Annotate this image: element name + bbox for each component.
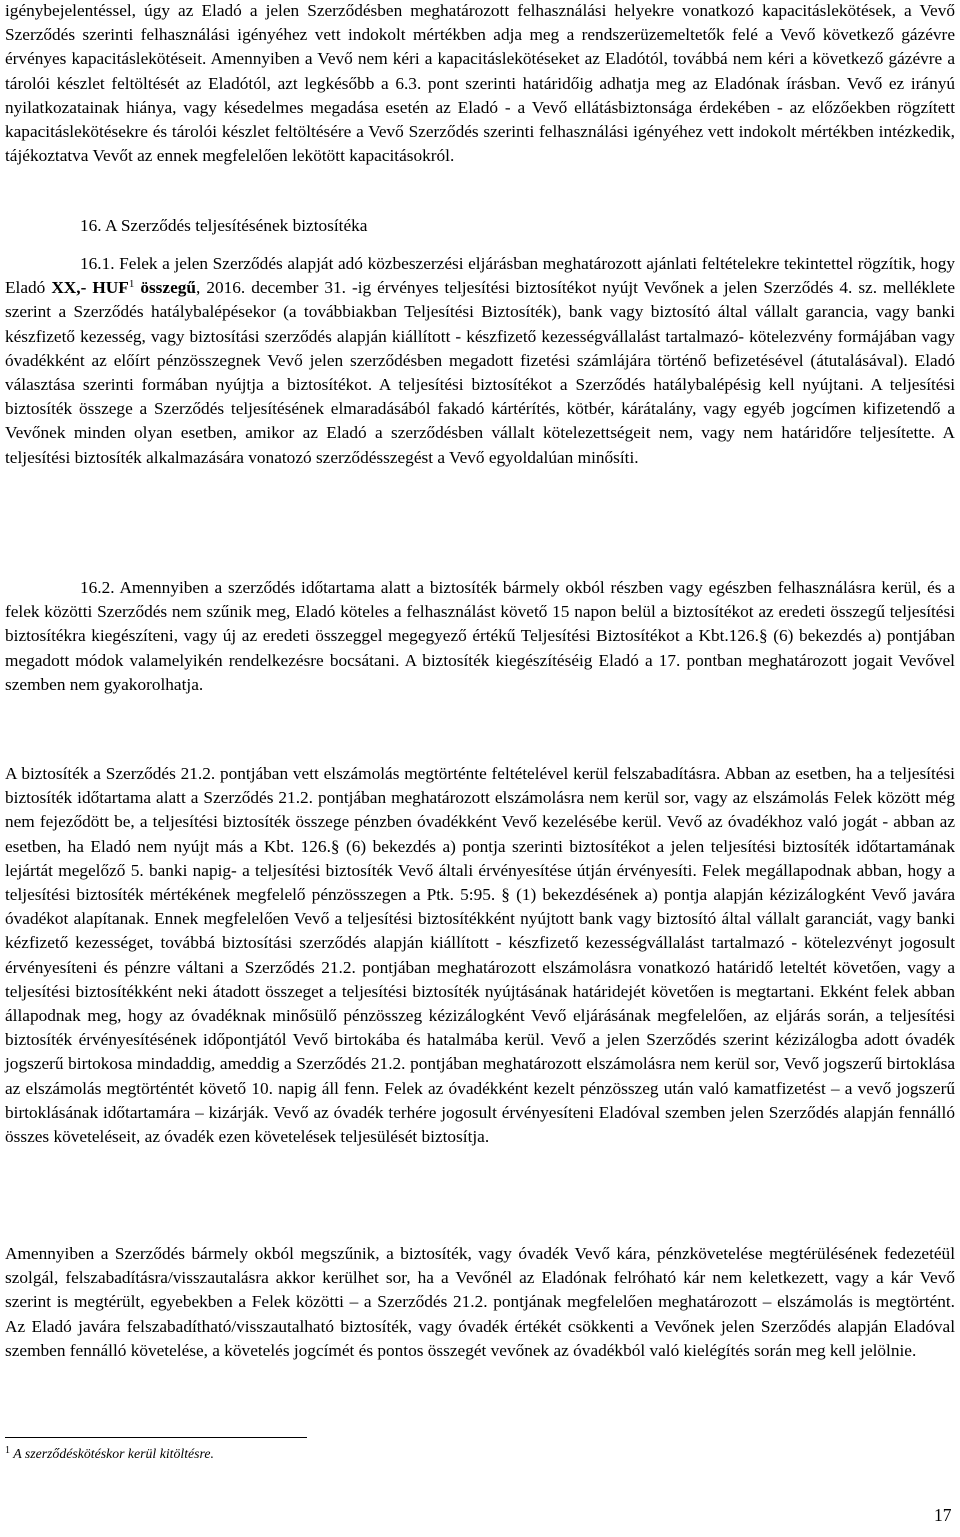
paragraph-capacity-booking: [5, 0, 955, 168]
guarantee-amount-suffix: összegű: [134, 278, 197, 298]
paragraph-termination: Amennyiben a Szerződés bármely okból megszűnik, a biztosíték, vagy óvadék Vevő kára, pénzkövetelése megtérülésének fedezetéül szolgál, felszabadításra/visszautalásra akkor kerülhet sor, ha a Vevőnél az Eladónak felróható kár nem keletkezett, vagy a kár Vevő szerint is megtérült, egyebekben a Felek közötti – a Szerződés 21.2. pontjának megfelelően meghatározott – elszámolás is megtörtént. Az Eladó javára felszabadítható/visszautalható biztosíték, vagy óvadék értékét csökkenti a Vevőnek jelen Szerződés alapján Eladóval szemben fennálló követelése, a követelés jogcímét és pontos összegét vevőnek az óvadékból való kielégítés során meg kell jelölnie.: [5, 1244, 955, 1360]
paragraph-16-2: 16.2. Amennyiben a szerződés időtartama alatt a biztosíték bármely okból részben vagy egészben felhasználásra kerül, és a felek közötti Szerződés nem szűnik meg, Eladó köteles a felhasználást követő 15 napon belül a biztosítékot az eredeti összegű teljesítési biztosítékra kiegészíteni, vagy új az eredeti összeggel megegyező értékű Teljesítési Biztosítékot a Kbt.126.§ (6) bekezdés a) pontjában megadott módok valamelyikén rendelkezésre bocsátani. A biztosíték kiegészítéséig Eladó a 17. pontban meghatározott jogait Vevővel szemben nem gyakorolhatja.: [5, 578, 955, 694]
paragraph-16-1-text-2: , 2016. december 31. -ig érvényes teljesítési biztosítékot nyújt Vevőnek a jelen Szerződés 4. sz. melléklete szerint a Szerződés hatálybalépésekor (a továbbiakban Teljesítési Biztosíték), bank vagy biztosító által vállalt garancia, vagy banki készfizető kezesség, vagy biztosítási szerződés alapján kiállított - készfizető kezességvállalást tartalmazó- kötelezvény formájában vagy óvadékként az előírt pénzösszegnek Vevő jelen szerződésben megadott fizetési számlájára történő befizetésével (átutalásával). Eladó választása szerinti formában nyújtja a biztosítékot. A teljesítési biztosítékot a Szerződés hatálybalépésig kell nyújtani. A teljesítési biztosíték összege a Szerződés teljesítésének elmaradásából fakadó kártérítés, kötbér, kárátalány, vagy egyéb jogcímen kifizetendő a Vevőnek minden olyan esetben, amikor az Eladó a szerződésben vállalt kötelezettségeit nem, vagy nem határidőre teljesítette. A teljesítési biztosíték alkalmazására vonatozó szerződésszegést a Vevő egyoldalúan minősíti.: [5, 278, 955, 467]
page-number: 17: [934, 1505, 952, 1525]
paragraph-capacity-booking-text-2: Vevő ez irányú nyilatkozatainak hiánya, vagy késedelmes megadása esetén az Eladó - a Vevő ellátásbiztonsága érdekében - az előzőekben rögzített kapacitáslekötésekre és tárolói készlet feltöltésére a Vevő Szerződés szerinti felhasználási igényéhez vett indokolt mértékben intézkedik, tájékoztatva Vevőt az ennek megfelelően lekötött kapacitásokról.: [5, 73, 955, 166]
paragraph-capacity-booking-text-1: igénybejelentéssel, úgy az Eladó a jelen Szerződésben meghatározott felhasználási helyekre vonatkozó kapacitáslekötések, a Vevő Szerződés szerinti felhasználási igényéhez vett indokolt mértékben adja meg a rendszerüzemeltetők felé a Vevő következő gázévre érvényes kapacitáslekötéseit. Amennyiben a Vevő nem kéri a kapacitáslekötéseket az Eladótól, továbbá nem kéri a következő gázévre a tárolói készlet feltöltését az Eladótól, azt legkésőbb a 6.3. pont szerinti határidőig adhatja meg az Eladónak írásban.: [5, 1, 955, 93]
paragraph-16-1-text-1: 16.1. Felek a jelen Szerződés alapját adó közbeszerzési eljárásban meghatározott ajánlati feltételekre tekintettel rögzítik, hogy Eladó: [5, 254, 955, 298]
footnote-divider: [5, 1437, 307, 1438]
footnote-mark: 1: [5, 1445, 10, 1456]
guarantee-amount: XX,- HUF: [51, 278, 129, 298]
footnote: [5, 1445, 214, 1463]
paragraph-guarantee-release: A biztosíték a Szerződés 21.2. pontjában vett elszámolás megtörténte feltételével kerül felszabadításra. Abban az esetben, ha a teljesítési biztosíték időtartama alatt a Szerződés 21.2. pontjában meghatározott elszámolásra nem kerül sor, vagy az elszámolás Felek között még nem fejeződött be, a teljesítési biztosíték összege pénzben óvadékként Vevő kezelésébe kerül. Vevő az óvadékhoz való jogát - abban az esetben, ha Eladó nem nyújt más a Kbt. 126.§ (6) bekezdés a) pontja szerinti biztosítékot a jelen teljesítési biztosíték időtartamának lejártát megelőző 5. banki napig- a teljesítési biztosíték Vevő általi érvényesítése útján érvényesíti. Felek megállapodnak abban, hogy a teljesítési biztosíték mértékének megfelelő pénzösszegen a Ptk. 5:95. § (1) bekezdésének a) pontja alapján kézizálogként Vevő javára óvadékot alapítanak. Ennek megfelelően Vevő a teljesítési biztosítékként nyújtott bank vagy biztosító által vállalt garanciát, vagy banki kézfizető kezességet, továbbá biztosítási szerződés alapján kiállított - készfizető kezességvállalást tartalmazó - kötelezvényt jogosult érvényesíteni és pénzre váltani a Szerződés 21.2. pontjában meghatározott elszámolásra vonatkozó határidő leteltét követően, vagy a teljesítési biztosítékként neki átadott összeget a teljesítési biztosíték nyújtásának határidejét követően is megtartani. Ekként felek abban állapodnak meg, hogy az óvadéknak minősülő pénzösszeg kézizálogként Vevő eljárásának megfelelően, az eljárás során, a teljesítési biztosíték érvényesítésének időpontjától Vevő birtokába és hatalmába kerül. Vevő a jelen Szerződés szerint kézizálogba adott óvadék jogszerű birtokosa mindaddig, ameddig a Szerződés 21.2. pontjában meghatározott elszámolásra nem kerül sor, Vevő jogszerű birtoklása az elszámolás megtörténtét követő 10. napig áll fenn. Felek az óvadékként kezelt pénzösszeg után való kamatfizetést – a vevő jogszerű birtoklásának időtartamára – kizárják. Vevő az óvadék terhére jogosult érvényesíteni Eladóval szemben jelen Szerződés alapján fennálló összes követeléseit, az óvadék ezen követelések teljesülését biztosítja.: [5, 764, 955, 1147]
section-heading-16: 16. A Szerződés teljesítésének biztosítéka: [80, 216, 368, 235]
paragraph-16-1: [5, 252, 955, 470]
footnote-reference: 1: [128, 278, 135, 291]
footnote-text: A szerződéskötéskor kerül kitöltésre.: [10, 1446, 214, 1461]
